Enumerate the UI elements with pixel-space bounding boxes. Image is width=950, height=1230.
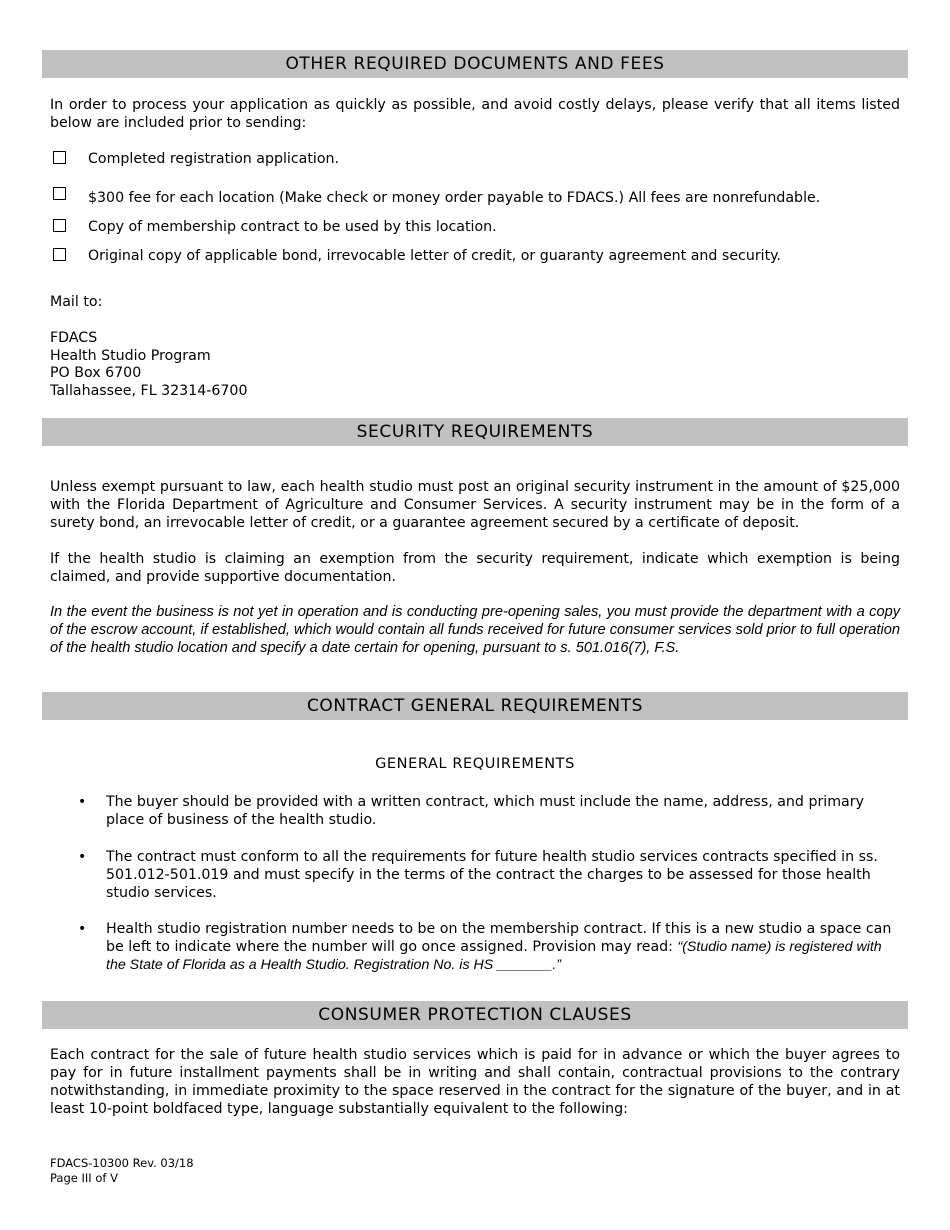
general-requirements-subtitle: GENERAL REQUIREMENTS [375,756,575,772]
address-line: FDACS [50,330,98,346]
checkbox[interactable] [53,219,66,232]
bullet-text: Health studio registration number needs to be on the membership contract. If this is a new studio a space can be left to indicate where the number will go once assigned. Provision may read: [106,921,892,955]
checkbox[interactable] [53,151,66,164]
checkbox[interactable] [53,187,66,200]
bullet-icon: • [78,921,87,937]
requirement-bullet [78,848,900,902]
address-line: Health Studio Program [50,348,211,364]
checkbox[interactable] [53,248,66,261]
bullet-icon: • [78,794,87,810]
checklist-label: $300 fee for each location (Make check or money order payable to FDACS.) All fees are nonrefundable. [88,190,821,206]
requirement-bullet [78,920,900,974]
form-number: FDACS-10300 Rev. 03/18 [50,1156,194,1170]
checklist-item[interactable] [50,187,820,207]
section-header-contract: CONTRACT GENERAL REQUIREMENTS [42,692,908,720]
section-header-consumer: CONSUMER PROTECTION CLAUSES [42,1001,908,1029]
bullet-text: The buyer should be provided with a written contract, which must include the name, address, and primary place of business of the health studio. [106,794,864,828]
checklist-label: Completed registration application. [88,151,340,167]
checklist-item[interactable] [50,247,781,265]
checklist-item[interactable] [50,150,339,168]
address-line: PO Box 6700 [50,365,142,381]
mail-to-label: Mail to: [50,294,103,310]
checklist-item[interactable] [50,218,497,236]
bullet-text: The contract must conform to all the requirements for future health studio services contracts specified in ss. 501.012-501.019 and must specify in the terms of the contract the charges to be assessed for those health studio services. [106,849,878,901]
checklist-label: Copy of membership contract to be used by this location. [88,219,497,235]
section-header-documents: OTHER REQUIRED DOCUMENTS AND FEES [42,50,908,78]
address-line: Tallahassee, FL 32314-6700 [50,383,248,399]
page-number: Page III of V [50,1171,118,1185]
documents-intro: In order to process your application as quickly as possible, and avoid costly delays, please verify that all items listed below are included prior to sending: [50,97,900,131]
requirement-bullet [78,793,900,829]
security-paragraph: Unless exempt pursuant to law, each health studio must post an original security instrument in the amount of $25,000 with the Florida Department of Agriculture and Consumer Services. A security instrument may be in the form of a surety bond, an irrevocable letter of credit, or a guarantee agreement secured by a certificate of deposit. [50,479,900,531]
consumer-paragraph: Each contract for the sale of future health studio services which is paid for in advance or which the buyer agrees to pay for in future installment payments shall be in writing and shall contain, contractual provisions to the contrary notwithstanding, in immediate proximity to the space reserved in the contract for the signature of the buyer, and in at least 10-point boldfaced type, language substantially equivalent to the following: [50,1047,900,1117]
security-exemption-paragraph: If the health studio is claiming an exemption from the security requirement, indicate which exemption is being claimed, and provide supportive documentation. [50,551,900,585]
bullet-italic-provision: “(Studio name) is registered with the State of Florida as a Health Studio. Registration No. is HS _______.” [106,939,882,973]
section-header-security: SECURITY REQUIREMENTS [42,418,908,446]
checklist-label: Original copy of applicable bond, irrevocable letter of credit, or guaranty agreement and security. [88,248,782,264]
security-escrow-paragraph: In the event the business is not yet in operation and is conducting pre-opening sales, you must provide the department with a copy of the escrow account, if established, which would contain all funds received for future consumer services sold prior to full operation of the health studio location and specify a date certain for opening, pursuant to s. 501.016(7), F.S. [50,604,900,656]
bullet-icon: • [78,849,87,865]
